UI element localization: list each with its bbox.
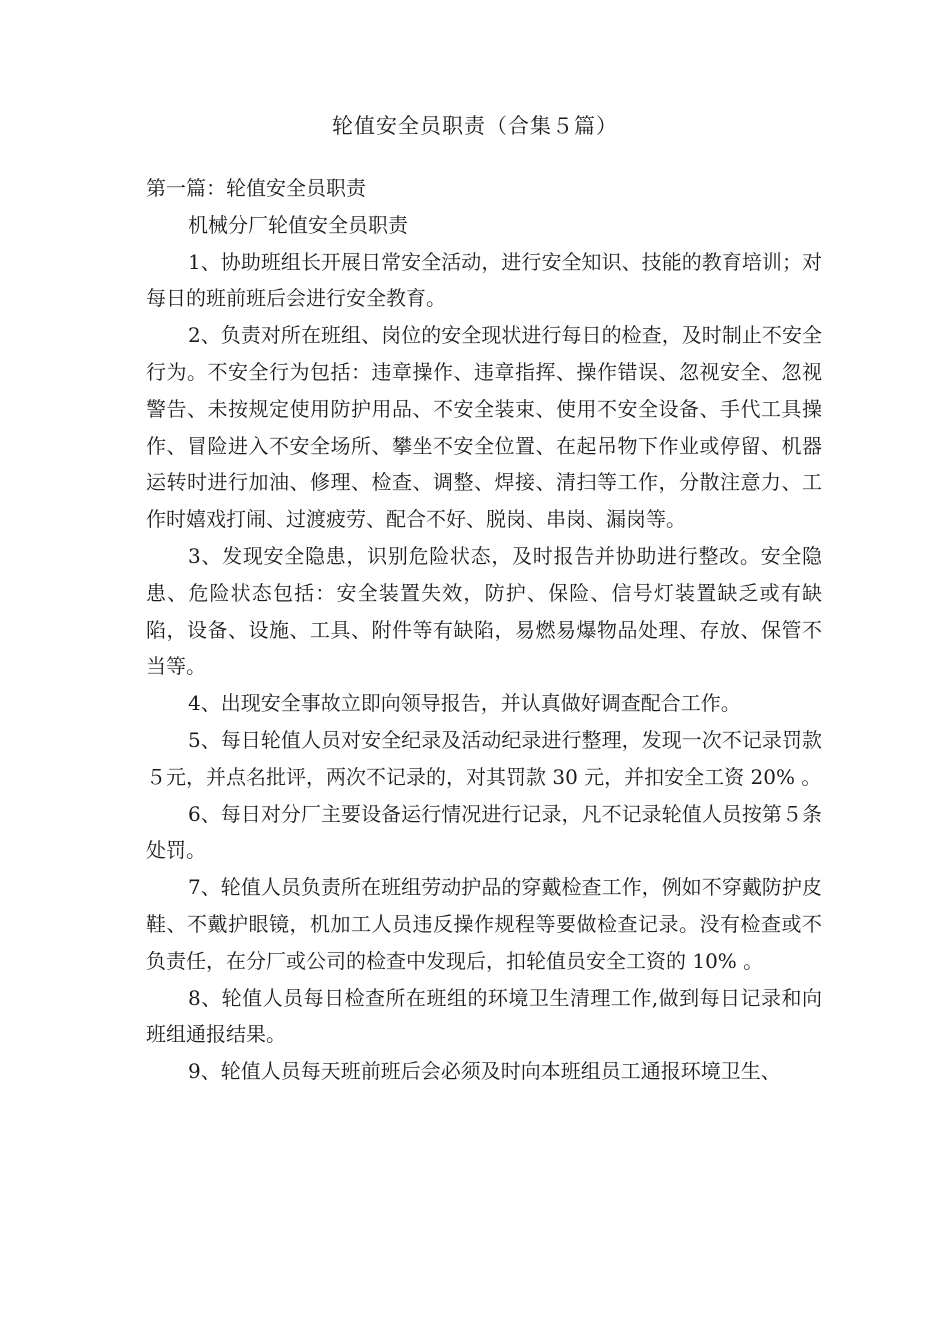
document-subtitle: 机械分厂轮值安全员职责 <box>188 212 408 237</box>
paragraph-item-4: 4、出现安全事故立即向领导报告，并认真做好调查配合工作。 <box>188 691 741 716</box>
paragraph-item-9: 9、轮值人员每天班前班后会必须及时向本班组员工通报环境卫生、 <box>188 1059 781 1084</box>
paragraph-item-6: 6、每日对分厂主要设备运行情况进行记录，凡不记录轮值人员按第５条处罚。 <box>146 801 822 863</box>
paragraph-item-2: 2、负责对所在班组、岗位的安全现状进行每日的检查，及时制止不安全行为。不安全行为包括：违章操作、违章指挥、操作错误、忽视安全、忽视警告、未按规定使用防护用品、不安全装束、使用不安全设备、手代工具操作、冒险进入不安全场所、攀坐不安全位置、在起吊物下作业或停留、机器运转时进行加油、修理、检查、调整、焊接、清扫等工作，分散注意力、工作时嬉戏打闹、过渡疲劳、配合不好、脱岗、串岗、漏岗等。 <box>146 323 822 532</box>
section-heading: 第一篇：轮值安全员职责 <box>146 176 366 200</box>
paragraph-item-5: 5、每日轮值人员对安全纪录及活动纪录进行整理，发现一次不记录罚款５元，并点名批评，两次不记录的，对其罚款 30 元，并扣安全工资 20% 。 <box>146 727 822 789</box>
paragraph-item-3: 3、发现安全隐患，识别危险状态，及时报告并协助进行整改。安全隐患、危险状态包括：安全装置失效，防护、保险、信号灯装置缺乏或有缺陷，设备、设施、工具、附件等有缺陷，易燃易爆物品处理、存放、保管不当等。 <box>146 543 822 679</box>
paragraph-item-7: 7、轮值人员负责所在班组劳动护品的穿戴检查工作，例如不穿戴防护皮鞋、不戴护眼镜，机加工人员违反操作规程等要做检查记录。没有检查或不负责任，在分厂或公司的检查中发现后，扣轮值员安全工资的 10% 。 <box>146 875 822 973</box>
paragraph-item-1: 1、协助班组长开展日常安全活动，进行安全知识、技能的教育培训；对每日的班前班后会进行安全教育。 <box>146 249 822 311</box>
document-body <box>146 170 822 1090</box>
document-title: 轮值安全员职责（合集５篇） <box>332 114 618 138</box>
paragraph-item-8: 8、轮值人员每日检查所在班组的环境卫生清理工作,做到每日记录和向班组通报结果。 <box>146 985 822 1047</box>
